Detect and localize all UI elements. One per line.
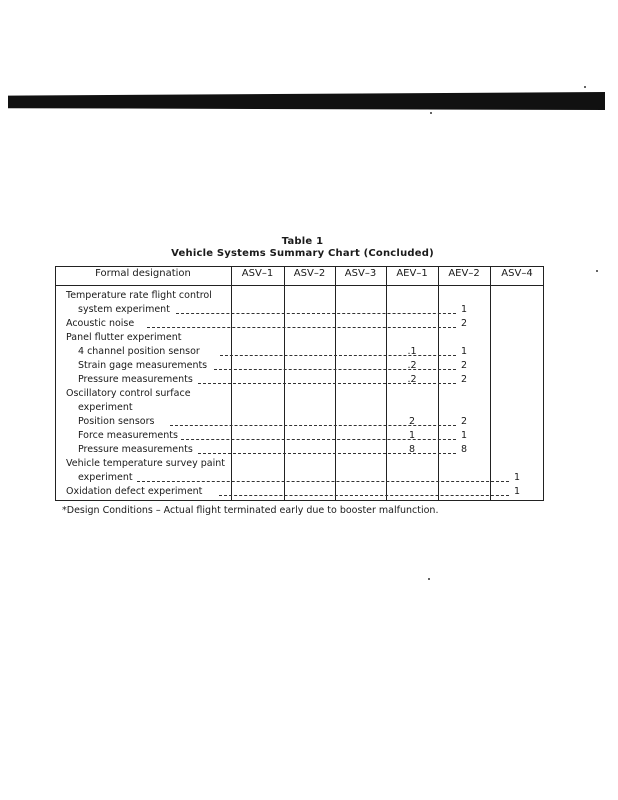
- dotted-leader: [214, 369, 456, 370]
- column-header-asv2: ASV–2: [293, 268, 326, 279]
- row-label: Acoustic noise: [66, 318, 135, 329]
- table-title: Table 1: [281, 236, 324, 247]
- header-divider: [55, 285, 544, 286]
- cell-value-aev2: 2: [460, 318, 468, 329]
- row-label: experiment: [78, 402, 133, 413]
- scan-speck: [428, 578, 430, 580]
- cell-value-aev2: 1: [460, 430, 468, 441]
- cell-value-aev2: 2: [460, 374, 468, 385]
- scan-speck: [430, 112, 432, 114]
- cell-value-aev2: 1: [460, 346, 468, 357]
- row-label: Pressure measurements: [78, 374, 193, 385]
- column-header-aev1: AEV–1: [396, 268, 428, 279]
- row-label: 4 channel position sensor: [78, 346, 200, 357]
- row-label: system experiment: [78, 304, 170, 315]
- cell-value-asv4: 1: [513, 486, 521, 497]
- row-label: Temperature rate flight control: [66, 290, 212, 301]
- scan-speck: [584, 86, 586, 88]
- table-subtitle: Vehicle Systems Summary Chart (Concluded): [171, 248, 434, 259]
- column-header-asv3: ASV–3: [344, 268, 377, 279]
- row-label: experiment: [78, 472, 133, 483]
- cell-value-aev2: 1: [460, 304, 468, 315]
- column-header-asv1: ASV–1: [241, 268, 274, 279]
- dotted-leader: [147, 327, 456, 328]
- cell-value-aev1: 8: [408, 444, 416, 455]
- table-footnote: *Design Conditions – Actual flight terminated early due to booster malfunction.: [62, 505, 439, 516]
- cell-value-aev1: .1: [407, 346, 417, 357]
- row-label: Vehicle temperature survey paint: [66, 458, 225, 469]
- column-header-formal-designation: Formal designation: [95, 268, 191, 279]
- scan-speck: [596, 270, 598, 272]
- row-label: Panel flutter experiment: [66, 332, 182, 343]
- scan-artifact-bar: [8, 92, 605, 110]
- row-label: Oscillatory control surface: [66, 388, 191, 399]
- cell-value-aev1: 1: [408, 430, 416, 441]
- dotted-leader: [220, 355, 457, 356]
- cell-value-asv4: 1: [513, 472, 521, 483]
- dotted-leader: [176, 313, 457, 314]
- dotted-leader: [219, 495, 510, 496]
- cell-value-aev2: 8: [460, 444, 468, 455]
- cell-value-aev2: 2: [460, 360, 468, 371]
- column-header-asv4: ASV–4: [501, 268, 533, 279]
- row-label: Pressure measurements: [78, 444, 193, 455]
- cell-value-aev1: .2: [407, 360, 417, 371]
- row-label: Oxidation defect experiment: [66, 486, 203, 497]
- row-label: Force measurements: [78, 430, 178, 441]
- column-header-aev2: AEV–2: [448, 268, 480, 279]
- cell-value-aev1: 2: [408, 416, 416, 427]
- cell-value-aev1: .2: [407, 374, 417, 385]
- row-label: Position sensors: [78, 416, 155, 427]
- cell-value-aev2: 2: [460, 416, 468, 427]
- row-label: Strain gage measurements: [78, 360, 208, 371]
- dotted-leader: [137, 481, 509, 482]
- column-divider: [490, 266, 491, 501]
